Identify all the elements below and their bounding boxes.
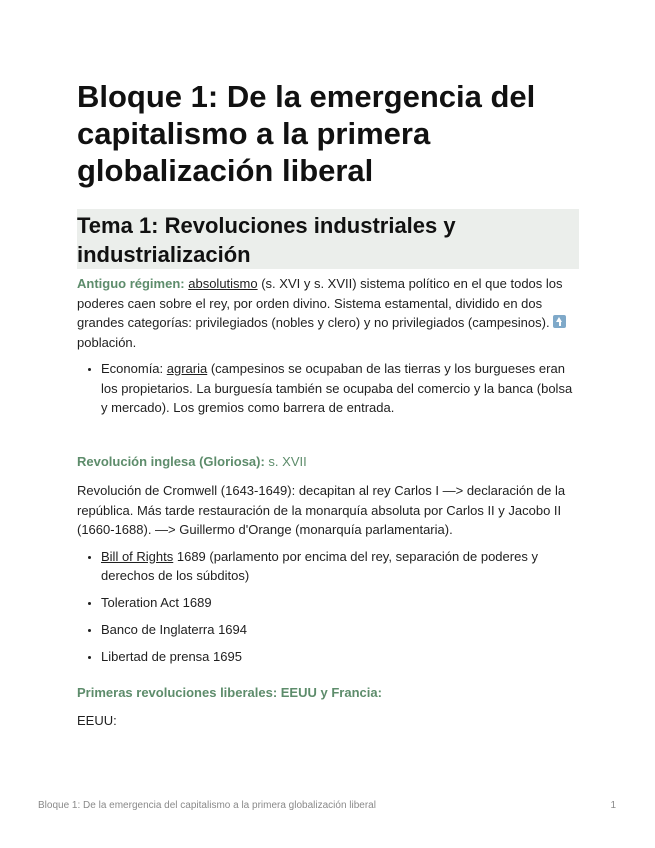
revolucion-inglesa-label: Revolución inglesa (Gloriosa):	[77, 453, 265, 469]
antiguo-regimen-list	[77, 359, 579, 418]
section-heading-line: industrialización	[77, 242, 251, 267]
up-arrow-icon	[553, 315, 566, 328]
list-item	[101, 620, 579, 640]
page-number: 1	[610, 800, 616, 811]
primeras-revoluciones-label: Primeras revoluciones liberales: EEUU y Francia:	[77, 684, 382, 700]
economia-text: (campesinos se ocupaban de las tierras y los burgueses eran los propietarios. La burguesía también se ocupaba del comercio y la banca (bolsa y mercado). Los gremios como barrera de entrada.	[101, 361, 573, 415]
revolucion-inglesa-paragraph: Revolución de Cromwell (1643-1649): decapitan al rey Carlos I —> declaración de la república. Más tarde restauración de la monarquía absoluta por Carlos II y Jacobo II (1660-1688). —> Guillermo d'Orange (monarquía parlamentaria).	[77, 483, 566, 537]
list-item-text: Banco de Inglaterra 1694	[101, 622, 247, 637]
list-item-text: 1689 (parlamento por encima del rey, separación de poderes y derechos de los súbditos)	[101, 548, 538, 583]
list-item-text: Toleration Act 1689	[101, 595, 212, 610]
absolutismo-term: absolutismo	[188, 276, 258, 291]
title-line: capitalismo a la primera	[77, 116, 431, 151]
antiguo-regimen-text: (s. XVI y s. XVII) sistema político en el que todos los poderes caen sobre el rey, por orden divino. Sistema estamental, dividido en dos grandes categorías: privilegiados (nobles y clero) y no privilegiados (campesinos).	[77, 276, 563, 330]
section-heading-block	[77, 209, 579, 269]
agraria-term: agraria	[166, 361, 208, 376]
list-item-text: Libertad de prensa 1695	[101, 649, 242, 664]
list-item	[101, 547, 579, 586]
document-page	[77, 78, 579, 731]
list-item	[101, 593, 579, 613]
section-heading	[77, 211, 579, 269]
antiguo-regimen-paragraph	[77, 274, 579, 352]
list-item	[101, 647, 579, 667]
title-line: Bloque 1: De la emergencia del	[77, 79, 536, 114]
antiguo-regimen-label: Antiguo régimen:	[77, 276, 185, 291]
revolucion-inglesa-century: s. XVII	[264, 453, 307, 469]
document-title	[77, 78, 579, 189]
primeras-revoluciones-heading	[77, 683, 579, 703]
section-heading-line: Tema 1: Revoluciones industriales y	[77, 213, 456, 238]
list-item	[101, 359, 579, 418]
antiguo-regimen-tail: población.	[77, 334, 137, 350]
eeuu-paragraph: EEUU:	[77, 713, 117, 728]
footer-title: Bloque 1: De la emergencia del capitalismo a la primera globalización liberal	[38, 800, 376, 811]
title-line: globalización liberal	[77, 153, 374, 188]
economia-prefix: Economía:	[101, 361, 167, 376]
revolucion-inglesa-heading	[77, 452, 579, 472]
revolucion-inglesa-list	[77, 547, 579, 667]
bill-of-rights-term: Bill of Rights	[101, 548, 174, 564]
